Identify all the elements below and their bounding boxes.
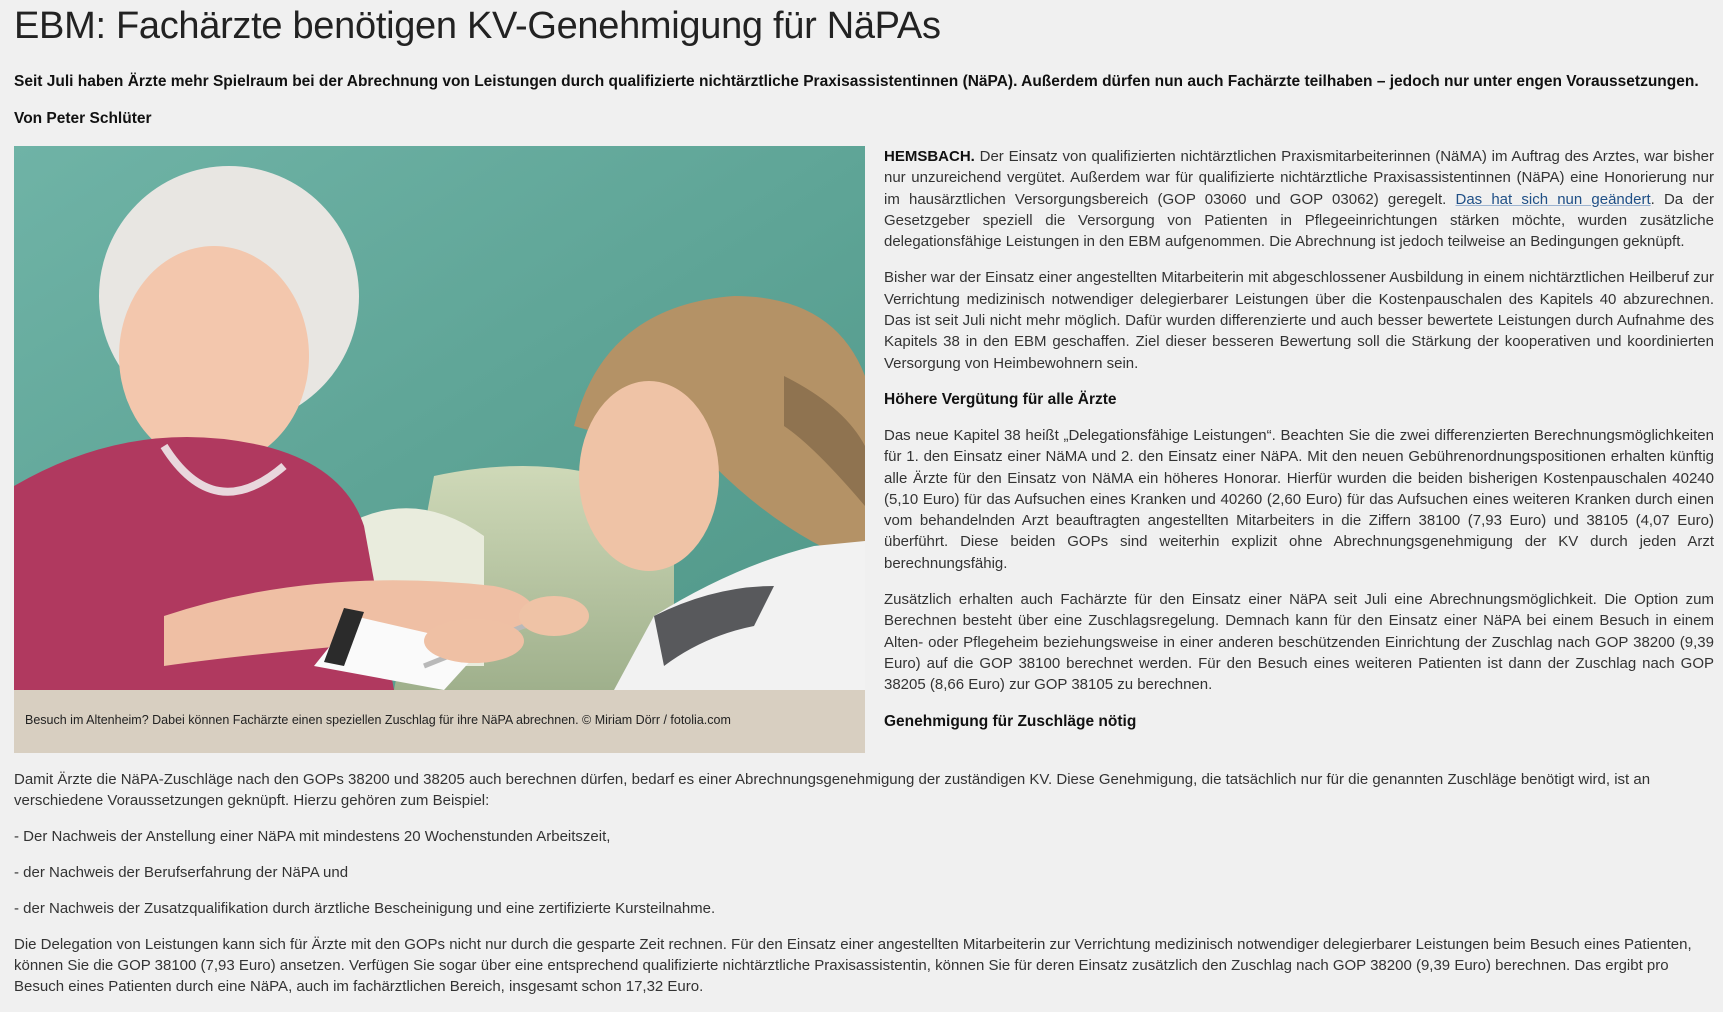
list-item: - der Nachweis der Berufserfahrung der NäPA und [14,864,349,881]
dateline: HEMSBACH. [884,148,975,165]
paragraph-intro [884,146,1714,252]
paragraph-intro-text-a: Der Einsatz von qualifizierten nichtärztlichen Praxismitarbeiterinnen (NäMA) im Auftrag des Arztes, war bisher nur unzureichend vergütet. Außerdem war für qualifizierte nichtärztliche Praxisassistentinnen (NäPA) eine Honorierung nur im hausärztlichen Versorgungsbereich (GOP 03060 und GOP 03062) geregelt. [884,148,1714,208]
article-inline-link[interactable]: Das hat sich nun geändert [1455,190,1651,208]
article-photo [14,146,865,690]
paragraph-intro-text-b: . Da der Gesetzgeber speziell die Versorgung von Patienten in Pflegeeinrichtungen stärken möchte, wurden zusätzliche delegationsfähige Leistungen in den EBM aufgenommen. Die Abrechnung ist jedoch teilweise an Bedingungen geknüpft. [884,190,1714,251]
figure-caption: Besuch im Altenheim? Dabei können Fachärzte einen speziellen Zuschlag für ihre NäPA abrechnen. © Miriam Dörr / fotolia.com [25,713,731,727]
article-title: EBM: Fachärzte benötigen KV-Genehmigung für NäPAs [14,5,941,47]
full-width-text [14,769,1714,1012]
article-byline: Von Peter Schlüter [14,110,152,127]
paragraph-6: Die Delegation von Leistungen kann sich für Ärzte mit den GOPs nicht nur durch die gesparte Zeit rechnen. Für den Einsatz einer angestellten Mitarbeiterin zur Verrichtung medizinisch notwendiger delegierbarer Leistungen beim Besuch eines Patienten, können Sie die GOP 38100 (7,93 Euro) ansetzen. Verfügen Sie sogar über eine entsprechend qualifizierte nichtärztliche Praxisassistentin, können Sie für deren Einsatz zusätzlich den Zuschlag nach GOP 38200 (9,39 Euro) berechnen. Das ergibt pro Besuch eines Patienten durch eine NäPA, auch im fachärztlichen Bereich, insgesamt schon 17,32 Euro. [14,936,1692,995]
subheading-verguetung: Höhere Vergütung für alle Ärzte [884,390,1117,408]
list-item: - der Nachweis der Zusatzqualifikation durch ärztliche Bescheinigung und eine zertifizierte Kursteilnahme. [14,900,716,917]
paragraph-2: Bisher war der Einsatz einer angestellten Mitarbeiterin mit abgeschlossener Ausbildung in einem nichtärztlichen Heilberuf zur Verrichtung medizinisch notwendiger delegierbarer Leistungen über die Kostenpauschalen des Kapitels 40 abzurechnen. Das ist seit Juli nicht mehr möglich. Dafür wurden differenzierte und auch besser bewertete Leistungen durch Aufnahme des Kapitels 38 in den EBM geschaffen. Ziel dieser besseren Bewertung soll die Stärkung der kooperativen und koordinierten Versorgung von Heimbewohnern sein. [884,269,1714,372]
article-lead: Seit Juli haben Ärzte mehr Spielraum bei der Abrechnung von Leistungen durch qualifizierte nichtärztliche Praxisassistentinnen (NäPA). Außerdem dürfen nun auch Fachärzte teilhaben – jedoch nur unter engen Voraussetzungen. [14,73,1699,90]
paragraph-4: Zusätzlich erhalten auch Fachärzte für den Einsatz einer NäPA seit Juli eine Abrechnungsmöglichkeit. Die Option zum Berechnen besteht über eine Zuschlagsregelung. Demnach kann für den Einsatz einer NäPA bei einem Besuch in einem Alten- oder Pflegeheim beziehungsweise in einer anderen beschützenden Einrichtung der Zuschlag nach GOP 38200 (9,39 Euro) auf die GOP 38100 berechnet werden. Für den Besuch eines weiteren Patienten ist dann der Zuschlag nach GOP 38205 (8,66 Euro) zur GOP 38105 zu berechnen. [884,591,1714,694]
article-figure [14,146,865,753]
paragraph-5: Damit Ärzte die NäPA-Zuschläge nach den GOPs 38200 und 38205 auch berechnen dürfen, bedarf es einer Abrechnungsgenehmigung der zuständigen KV. Diese Genehmigung, die tatsächlich nur für die genannten Zuschläge benötigt wird, ist an verschiedene Voraussetzungen geknüpft. Hierzu gehören zum Beispiel: [14,771,1651,809]
list-item: - Der Nachweis der Anstellung einer NäPA mit mindestens 20 Wochenstunden Arbeitszeit, [14,828,611,845]
paragraph-3: Das neue Kapitel 38 heißt „Delegationsfähige Leistungen“. Beachten Sie die zwei differenzierten Berechnungsmöglichkeiten für 1. den Einsatz einer NäMA und 2. den Einsatz einer NäPA. Mit den neuen Gebührenordnungspositionen erhalten künftig alle Ärzte für den Einsatz von NäMA ein höheres Honorar. Hierfür wurden die beiden bisherigen Kostenpauschalen 40240 (5,10 Euro) für das Aufsuchen eines Kranken und 40260 (2,60 Euro) für das Aufsuchen eines weiteren Kranken durch einen vom behandelnden Arzt beauftragten angestellten Mitarbeiters in die Ziffern 38100 (7,93 Euro) und 38105 (4,07 Euro) überführt. Diese beiden GOPs sind weiterhin explizit ohne Abrechnungsgenehmigung der KV durch jeden Arzt berechnungsfähig. [884,426,1714,572]
subheading-genehmigung: Genehmigung für Zuschläge nötig [884,712,1137,730]
right-text-column [884,146,1714,747]
